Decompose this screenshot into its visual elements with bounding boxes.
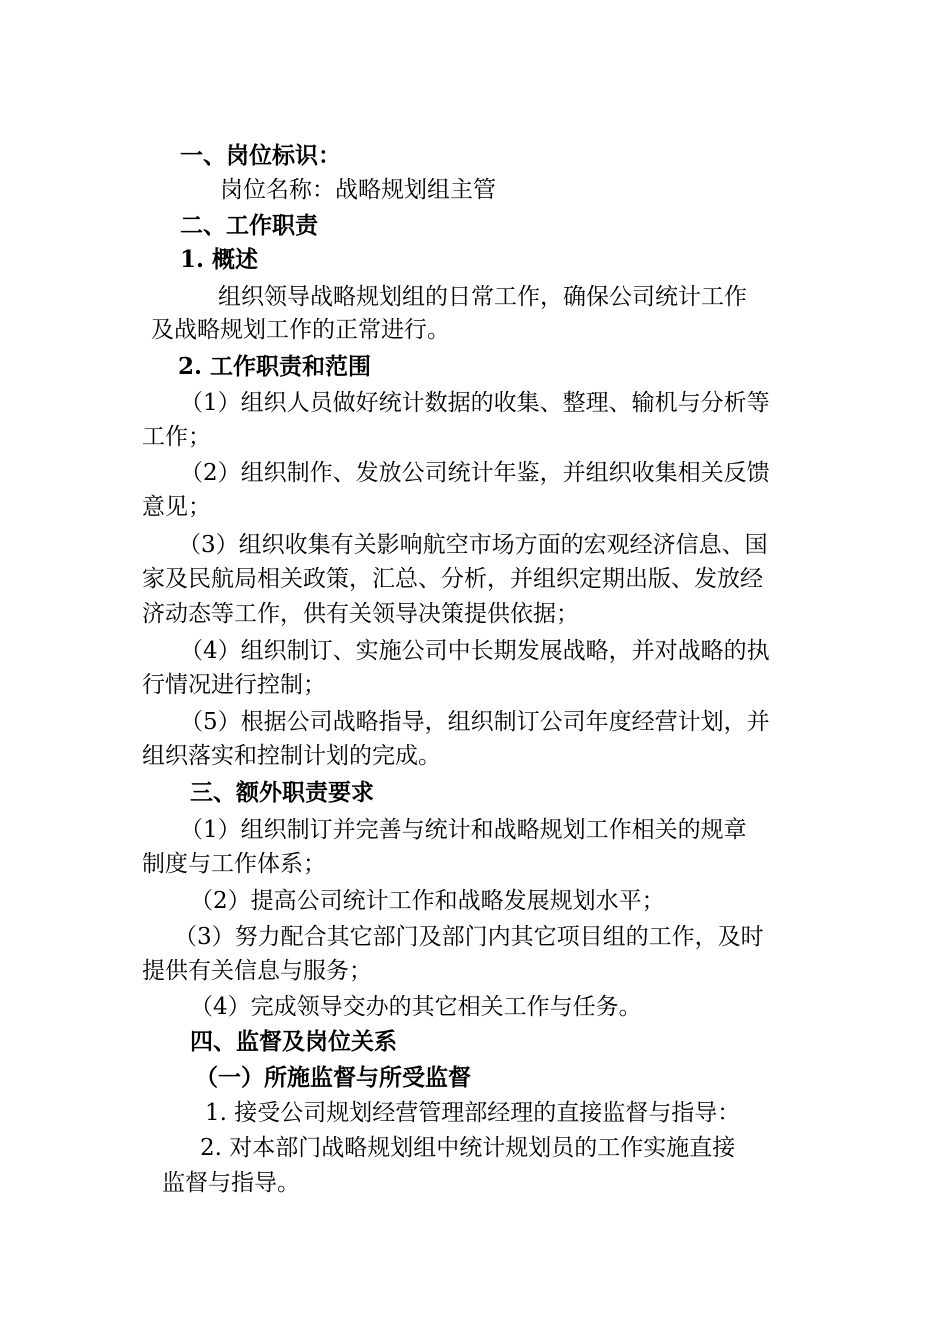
extra-1-line-2: 制度与工作体系；	[142, 851, 326, 877]
duty-3-line-1: （3）组织收集有关影响航空市场方面的宏观经济信息、国	[178, 532, 768, 558]
position-name: 岗位名称：战略规划组主管	[220, 177, 496, 203]
duty-3-line-2: 家及民航局相关政策，汇总、分析，并组织定期出版、发放经	[142, 566, 763, 592]
extra-1-line-1: （1）组织制订并完善与统计和战略规划工作相关的规章	[180, 817, 747, 843]
overview-text-line-1: 组织领导战略规划组的日常工作，确保公司统计工作	[218, 284, 747, 310]
section-1-heading: 一、岗位标识：	[180, 142, 341, 169]
overview-heading: 1. 概述	[180, 246, 259, 273]
extra-3-line-1: （3）努力配合其它部门及部门内其它项目组的工作，及时	[174, 924, 764, 950]
duty-5-line-2: 组织落实和控制计划的完成。	[142, 743, 441, 769]
duty-3-line-3: 济动态等工作，供有关领导决策提供依据；	[142, 601, 579, 627]
extra-4: （4）完成领导交办的其它相关工作与任务。	[190, 994, 642, 1020]
section-4-heading: 四、监督及岗位关系	[190, 1028, 397, 1055]
overview-text-line-2: 及战略规划工作的正常进行。	[151, 317, 450, 343]
section-2-heading: 二、工作职责	[180, 212, 318, 239]
duty-2-line-2: 意见；	[142, 494, 211, 520]
supervision-item-1: 1. 接受公司规划经营管理部经理的直接监督与指导：	[205, 1100, 741, 1126]
supervision-item-2-line-2: 监督与指导。	[162, 1170, 300, 1196]
section-3-heading: 三、额外职责要求	[190, 779, 374, 806]
supervision-item-2-line-1: 2. 对本部门战略规划组中统计规划员的工作实施直接	[200, 1135, 736, 1161]
extra-3-line-2: 提供有关信息与服务；	[142, 958, 372, 984]
duty-1-line-1: （1）组织人员做好统计数据的收集、整理、输机与分析等	[180, 390, 770, 416]
duty-4-line-1: （4）组织制订、实施公司中长期发展战略，并对战略的执	[180, 638, 770, 664]
duty-2-line-1: （2）组织制作、发放公司统计年鉴，并组织收集相关反馈	[180, 460, 770, 486]
duties-heading: 2. 工作职责和范围	[178, 353, 372, 380]
duty-5-line-1: （5）根据公司战略指导，组织制订公司年度经营计划，并	[180, 709, 770, 735]
supervision-heading: （一）所施监督与所受监督	[195, 1064, 471, 1091]
duty-1-line-2: 工作；	[142, 424, 211, 450]
extra-2: （2）提高公司统计工作和战略发展规划水平；	[190, 888, 665, 914]
duty-4-line-2: 行情况进行控制；	[142, 672, 326, 698]
